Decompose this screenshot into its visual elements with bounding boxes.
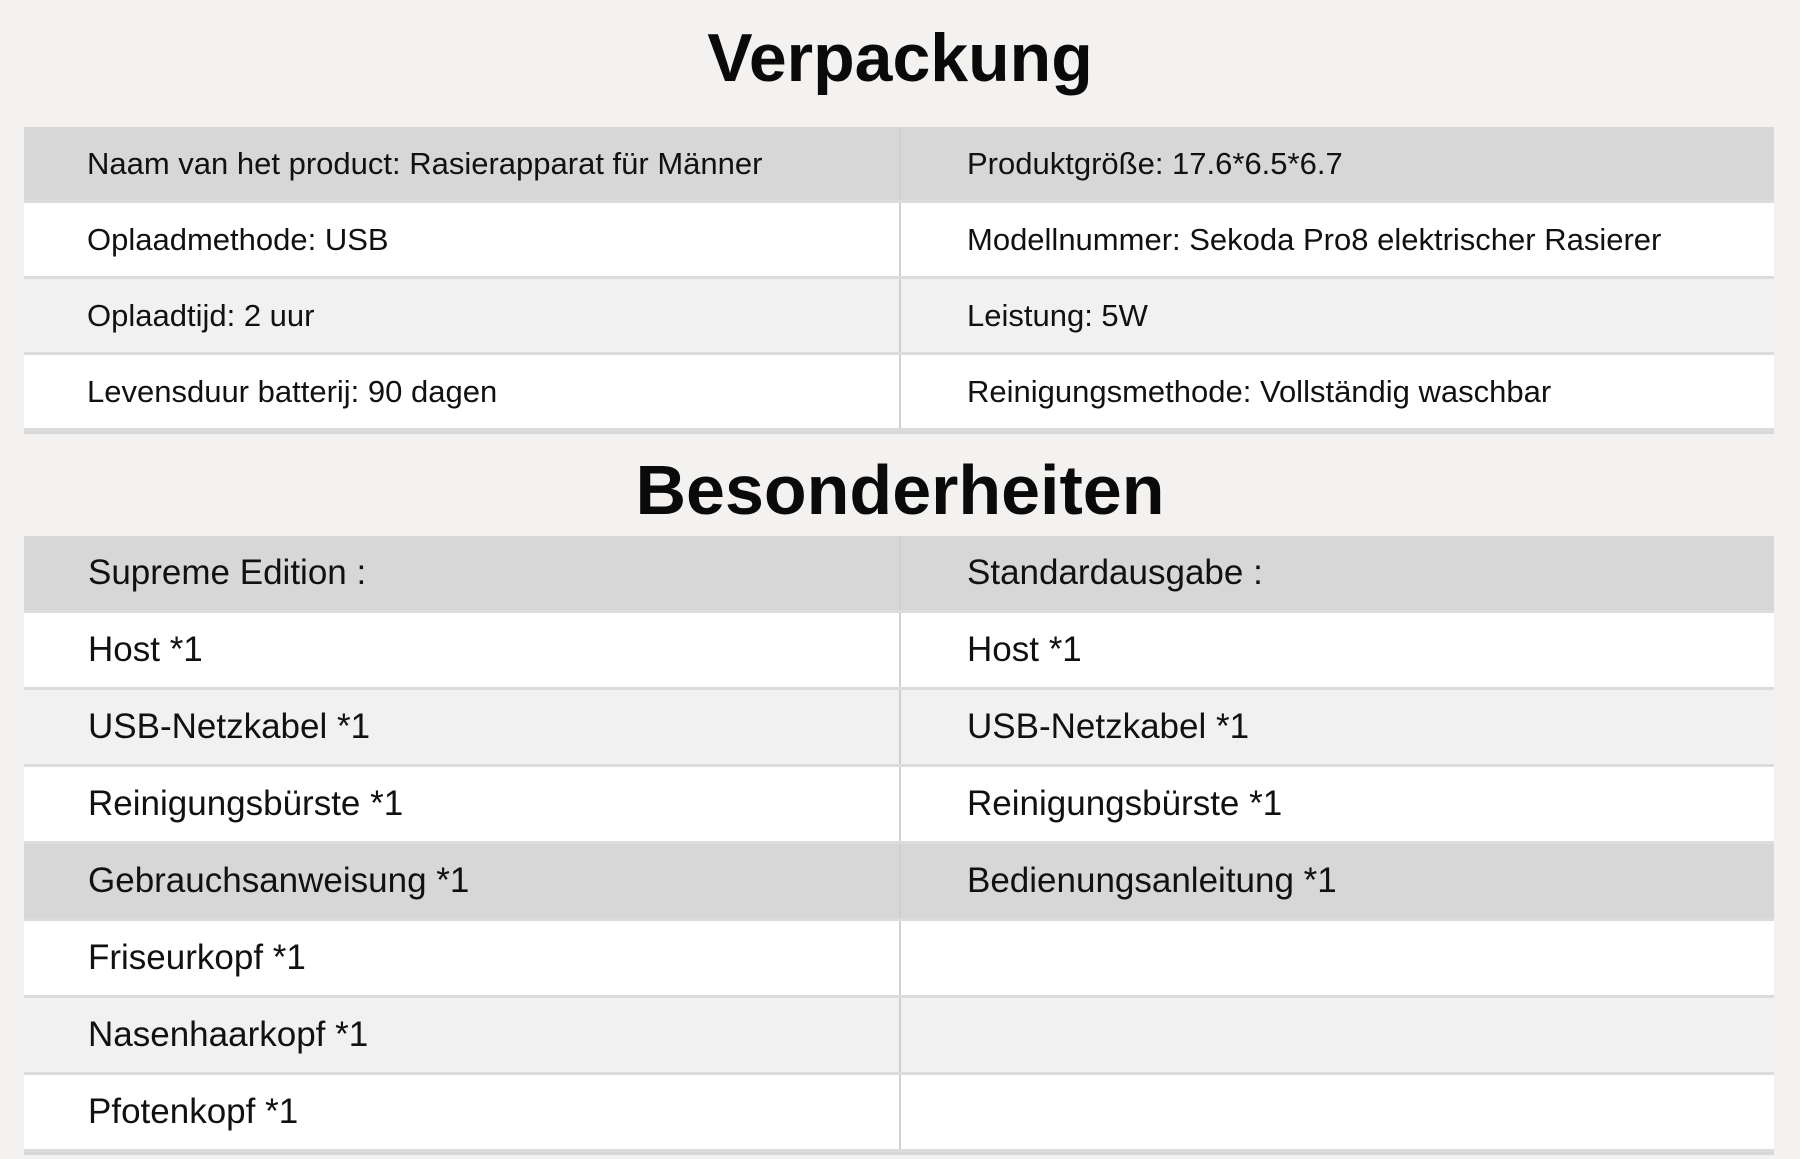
- content-row: [24, 921, 1774, 998]
- spec-cell-right: Reinigungsmethode: Vollständig waschbar: [899, 355, 1774, 428]
- content-row: [24, 767, 1774, 844]
- content-cell-right: Bedienungsanleitung *1: [899, 844, 1774, 918]
- content-cell-right: [899, 998, 1774, 1072]
- content-cell-right: Host *1: [899, 613, 1774, 687]
- spec-cell-right: Modellnummer: Sekoda Pro8 elektrischer Rasierer: [899, 203, 1774, 276]
- spec-row: [24, 203, 1774, 279]
- spec-cell-right: Produktgröße: 17.6*6.5*6.7: [899, 127, 1774, 200]
- content-cell-right: USB-Netzkabel *1: [899, 690, 1774, 764]
- content-cell-right: [899, 1075, 1774, 1149]
- content-row: [24, 844, 1774, 921]
- content-cell-left: USB-Netzkabel *1: [88, 707, 371, 746]
- spec-cell-left: Naam van het product: Rasierapparat für Männer: [87, 145, 763, 181]
- content-cell-left: Nasenhaarkopf *1: [88, 1015, 369, 1054]
- content-cell-left: Host *1: [88, 630, 203, 669]
- spec-row: [24, 279, 1774, 355]
- packaging-title: Verpackung: [707, 20, 1093, 96]
- content-cell-left: Supreme Edition :: [88, 553, 367, 592]
- content-cell-right: Standardausgabe :: [899, 536, 1774, 610]
- content-row: [24, 1075, 1774, 1152]
- content-cell-left: Pfotenkopf *1: [88, 1092, 299, 1131]
- content-cell-right: Reinigungsbürste *1: [899, 767, 1774, 841]
- content-row: [24, 690, 1774, 767]
- spec-cell-left: Levensduur batterij: 90 dagen: [87, 373, 498, 409]
- spec-cell-right: Leistung: 5W: [899, 279, 1774, 352]
- content-row: [24, 998, 1774, 1075]
- content-row: [24, 536, 1774, 613]
- content-row: [24, 613, 1774, 690]
- spec-cell-left: Oplaadtijd: 2 uur: [87, 297, 315, 333]
- content-cell-left: Reinigungsbürste *1: [88, 784, 404, 823]
- content-cell-left: Gebrauchsanweisung *1: [88, 861, 470, 900]
- spec-row: [24, 127, 1774, 203]
- spec-cell-left: Oplaadmethode: USB: [87, 221, 389, 257]
- contents-table: [24, 536, 1774, 1155]
- content-cell-left: Friseurkopf *1: [88, 938, 306, 977]
- specs-table: [24, 127, 1774, 434]
- spec-row: [24, 355, 1774, 431]
- content-cell-right: [899, 921, 1774, 995]
- features-title: Besonderheiten: [635, 451, 1165, 529]
